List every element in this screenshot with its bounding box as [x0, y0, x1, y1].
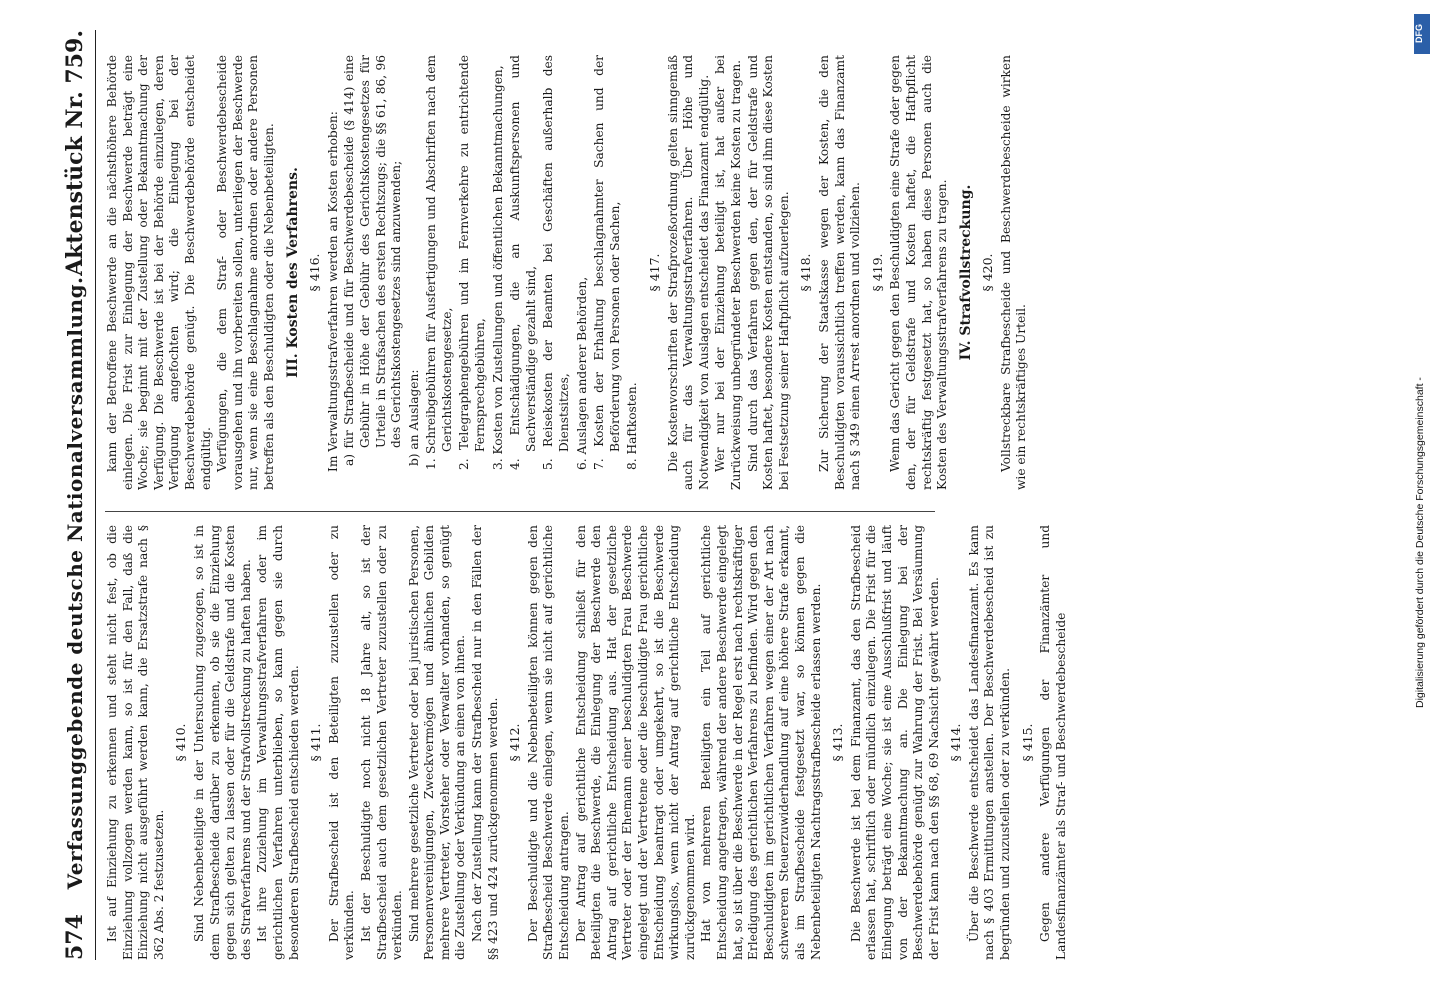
- list-item-text: 8. Haftkosten.: [625, 382, 640, 470]
- paragraph: Sind durch das Verfahren gegen den, der für Geldstrafe und Kosten haftet, besondere Kosten entstanden, so sind ihm diese Kosten bei Festsetzung seiner Haftpflicht aufzuerlegen.: [745, 55, 791, 490]
- paragraph: Hat von mehreren Beteiligten ein Teil auf gerichtliche Entscheidung angetragen, während der andere Beschwerde eingelegt hat, so ist über die Beschwerde in der Regel erst nach rechtskräftiger Erledigung des gerichtlichen Verfahrens zu befinden. Wird gegen den Beschuldigten im gerichtlichen Verfahren wegen einer der Art nach schwereren Steuerzuwiderhandlung auf eine höhere Strafe erkannt, als im Strafbescheide festgesetzt war, so können gegen die Nebenbeteiligten Nachtragsstrafbescheide erlassen werden.: [699, 525, 823, 960]
- paragraph: Zur Sicherung der Staatskasse wegen der Kosten, die den Beschuldigten voraussichtlich treffen werden, kann das Finanzamt nach § 349 einen Arrest anordnen und vollziehen.: [816, 55, 863, 490]
- paragraph: Gegen andere Verfügungen der Finanzämter und Landesfinanzämter als Straf- und Beschwerdebescheide: [1038, 525, 1068, 960]
- section-number: § 415.: [1019, 723, 1035, 762]
- paragraph: Ist ihre Zuziehung im Verwaltungsstrafverfahren oder im gerichtlichen Verfahren unterblieben, so kann gegen sie durch besonderen Strafbescheid entschieden werden.: [255, 525, 301, 960]
- chapter-heading: IV. Strafvollstreckung.: [957, 184, 974, 361]
- sub-list-item: [491, 55, 507, 490]
- section-number: § 420.: [980, 253, 996, 292]
- section-number: § 418.: [798, 253, 814, 292]
- list-item-text: a) für Strafbescheide und für Beschwerdebescheide (§ 414) eine Gebühr in Höhe der Gebühr des Gerichtskostengesetzes für Urteile in Strafsachen des ersten Rechtszugs; die §§ 61, 86, 96 des Gerichtskostengesetzes sind anzuwenden;: [342, 55, 404, 466]
- paragraph: Über die Beschwerde entscheidet das Landesfinanzamt. Es kann nach § 403 Ermittlungen anstellen. Der Beschwerdebescheid ist zu begründen und zuzustellen oder zu verkünden.: [966, 525, 1013, 960]
- list-item-text: 1. Schreibgebühren für Ausfertigungen und Abschriften nach dem Gerichtskostengesetze,: [424, 55, 454, 470]
- list-item-text: b) an Auslagen:: [406, 369, 421, 466]
- dfg-sidebar: [1412, 8, 1434, 998]
- page-header: [55, 30, 96, 960]
- document-number: Aktenstück Nr. 759.: [62, 30, 88, 276]
- list-item-text: 4. Entschädigungen, die an Auskunftspersonen und Sachverständige gezahlt sind,: [508, 55, 538, 470]
- paragraph: Der Antrag auf gerichtliche Entscheidung schließt für den Beteiligten die Beschwerde, die Einlegung der Beschwerde den Antrag auf gerichtliche Entscheidung aus. Hat der gesetzliche Vertreter oder der Ehemann einer beschuldigten Frau Beschwerde eingelegt und der Vertretene oder die beschuldigte Frau gerichtliche Entscheidung beantragt oder umgekehrt, so ist die Beschwerde wirkungslos, wenn nicht der Antrag auf gerichtliche Entscheidung zurückgenommen wird.: [573, 525, 697, 960]
- sub-list-item: [457, 55, 488, 490]
- chapter-heading: III. Kosten des Verfahrens.: [284, 167, 301, 378]
- sub-list-item: [541, 55, 572, 490]
- section-number: § 413.: [830, 723, 846, 762]
- paragraph: Die Beschwerde ist bei dem Finanzamt, das den Strafbescheid erlassen hat, schriftlich oder mündlich einzulegen. Die Frist für die Einlegung beträgt eine Woche; sie ist eine Ausschlußfrist und läuft von der Bekanntmachung an. Die Einlegung bei der Beschwerdebehörde genügt zur Wahrung der Frist. Bei Versäumung der Frist kann nach den §§ 68, 69 Nachsicht gewährt werden.: [848, 525, 941, 960]
- publication-title: Verfassunggebende deutsche Nationalversammlung.: [63, 276, 87, 890]
- paragraph: Nach der Zustellung kann der Strafbescheid nur in den Fällen der §§ 423 und 424 zurückgenommen werden.: [470, 525, 500, 960]
- list-item: [407, 55, 423, 490]
- paragraph: Sind Nebenbeteiligte in der Untersuchung zugezogen, so ist in dem Strafbescheide darüber zu erkennen, ob sie die Einziehung gegen sich gelten zu lassen oder für die Geldstrafe und die Kosten des Strafverfahrens und der Strafvollstreckung zu haften haben.: [191, 525, 253, 960]
- paragraph: Sind mehrere gesetzliche Vertreter oder bei juristischen Personen, Personenvereinigungen, Zweckvermögen und ähnlichen Gebilden mehrere Vertreter, Vorsteher oder Verwalter vorhanden, so genügt die Zustellung oder Verkündung an einen von ihnen.: [406, 525, 468, 960]
- column-divider: [105, 511, 935, 512]
- section-number: § 411.: [308, 723, 324, 762]
- sub-list-item: [508, 55, 539, 490]
- paragraph: Die Kostenvorschriften der Strafprozeßordnung gelten sinngemäß auch für das Verwaltungsstrafverfahren. Über Höhe und Notwendigkeit von Auslagen entscheidet das Finanzamt endgültig.: [665, 55, 711, 490]
- section-number: § 416.: [307, 253, 323, 292]
- sub-list-item: [625, 55, 641, 490]
- paragraph: Wer nur bei der Einziehung beteiligt ist, hat außer bei Zurückweisung unbegründeter Beschwerden keine Kosten zu tragen.: [713, 55, 743, 490]
- paragraph: Verfügungen, die dem Straf- oder Beschwerdebescheide vorausgehen und ihn vorbereiten sollen, unterliegen der Beschwerde nur, wenn sie eine Beschlagnahme anordnen oder andere Personen betreffen als den Beschuldigten oder die Nebenbeteiligten.: [215, 55, 276, 490]
- left-text-column: [105, 525, 1070, 960]
- list-item-text: 6. Auslagen anderer Behörden,: [574, 276, 589, 470]
- paragraph: Wenn das Gericht gegen den Beschuldigten eine Strafe oder gegen den, der für Geldstrafe und Kosten haftet, die Haftpflicht rechtskräftig festgesetzt hat, so haben diese Personen auch die Kosten des Verwaltungsstrafverfahrens zu tragen.: [888, 55, 950, 490]
- paragraph: Der Beschuldigte und die Nebenbeteiligten können gegen den Strafbescheid Beschwerde einlegen, wenn sie nicht auf gerichtliche Entscheidung antragen.: [525, 525, 572, 960]
- section-number: § 412.: [507, 723, 523, 762]
- dfg-logo: DFG: [1414, 14, 1430, 54]
- list-item-text: 5. Reisekosten der Beamten bei Geschäften außerhalb des Dienstsitzes,: [541, 55, 572, 470]
- paragraph: Ist auf Einziehung zu erkennen und steht nicht fest, ob die Einziehung vollzogen werden kann, so ist für den Fall, daß die Einziehung nicht ausgeführt werden kann, die Ersatzstrafe nach § 362 Abs. 2 festzusetzen.: [105, 525, 166, 960]
- paragraph: Der Strafbescheid ist den Beteiligten zuzustellen oder zu verkünden.: [326, 525, 357, 960]
- right-text-column: [105, 55, 1031, 490]
- list-item-text: 3. Kosten von Zustellungen und öffentlichen Bekanntmachungen,: [490, 65, 505, 470]
- paragraph: kann der Betroffene Beschwerde an die nächsthöhere Behörde einlegen. Die Frist zur Einlegung der Beschwerde beträgt eine Woche; sie beginnt mit der Zustellung oder Bekanntmachung der Verfügung. Die Beschwerde ist bei der Behörde einzulegen, deren Verfügung angefochten wird; die Einlegung bei der Beschwerdebehörde genügt. Die Beschwerdebehörde entscheidet endgültig.: [105, 55, 213, 490]
- page-number: 574: [62, 914, 88, 960]
- sub-list-item: [592, 55, 623, 490]
- digitization-credit: Digitalisierung gefördert durch die Deutsche Forschungsgemeinschaft -: [1414, 377, 1426, 708]
- section-number: § 414.: [948, 723, 964, 762]
- sub-list-item: [424, 55, 455, 490]
- paragraph: Ist der Beschuldigte noch nicht 18 Jahre alt, so ist der Strafbescheid auch dem gesetzlichen Vertreter zuzustellen oder zu verkünden.: [358, 525, 405, 960]
- section-number: § 419.: [869, 253, 885, 292]
- sub-list-item: [575, 55, 591, 490]
- list-item-text: 2. Telegraphengebühren und im Fernverkehre zu entrichtende Fernsprechgebühren,: [457, 55, 488, 470]
- list-item: [342, 55, 404, 490]
- list-item-text: 7. Kosten der Erhaltung beschlagnahmter Sachen und der Beförderung von Personen oder Sachen,: [592, 55, 622, 470]
- section-number: § 410.: [173, 723, 189, 762]
- paragraph: Im Verwaltungsstrafverfahren werden an Kosten erhoben:: [325, 111, 340, 472]
- paragraph: Vollstreckbare Strafbescheide und Beschwerdebescheide wirken wie ein rechtskräftiges Urteil.: [998, 55, 1029, 490]
- section-number: § 417.: [647, 253, 662, 292]
